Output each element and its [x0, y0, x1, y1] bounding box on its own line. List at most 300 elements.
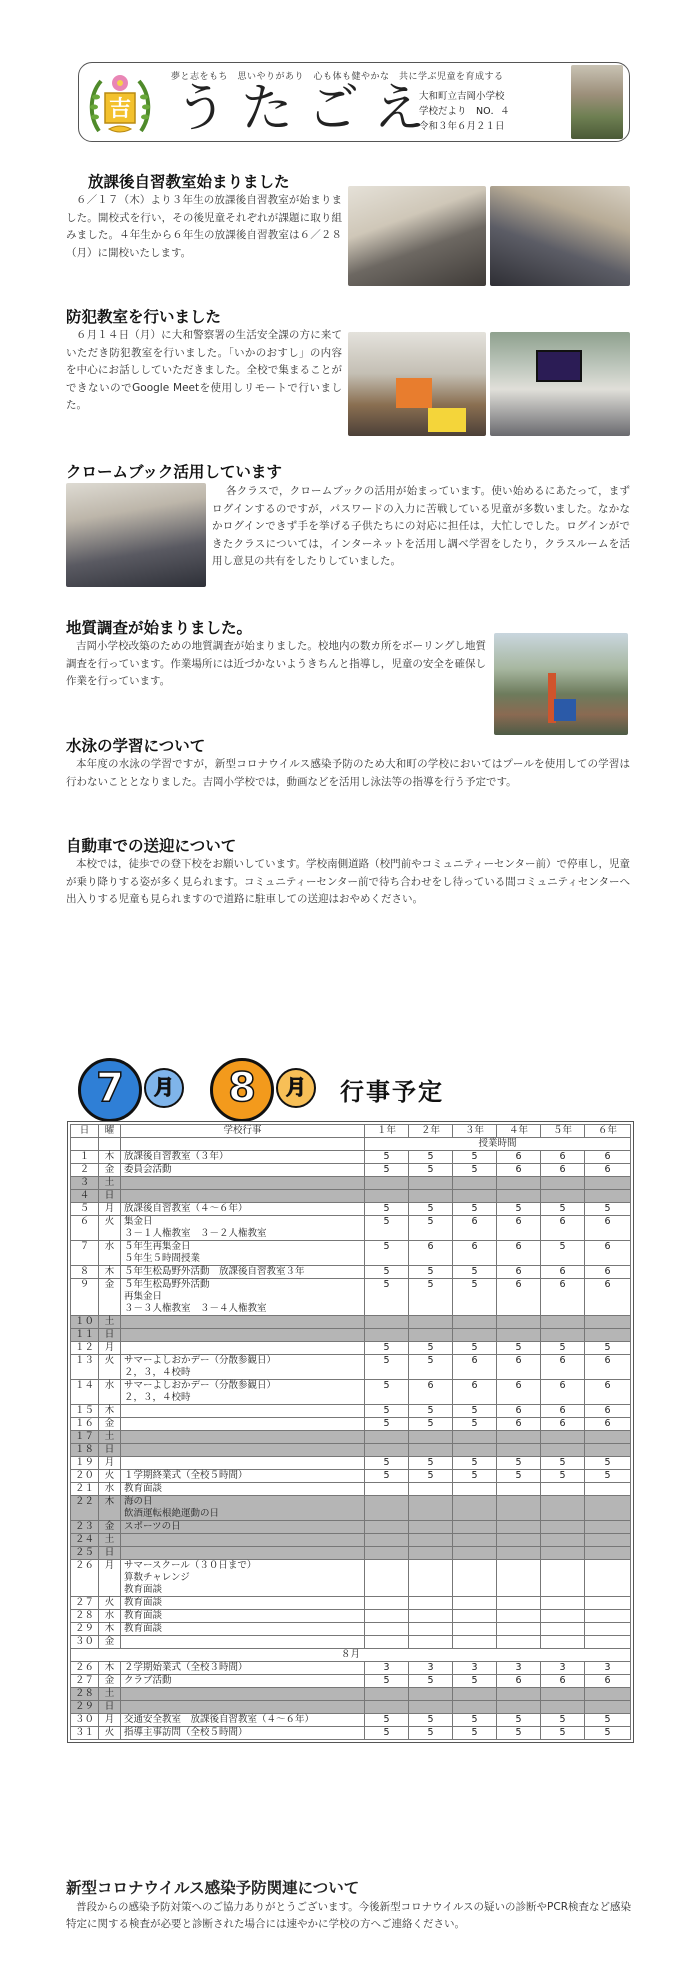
hours-cell: [453, 1431, 497, 1444]
table-row: [71, 1496, 631, 1521]
event-cell: クラブ活動: [121, 1675, 365, 1688]
hours-cell: 6: [497, 1151, 541, 1164]
hours-cell: [541, 1610, 585, 1623]
day-cell: ２０: [71, 1470, 99, 1483]
hours-cell: [497, 1190, 541, 1203]
hours-cell: 5: [497, 1470, 541, 1483]
hours-cell: [365, 1177, 409, 1190]
hours-cell: 6: [497, 1418, 541, 1431]
hours-cell: 5: [409, 1675, 453, 1688]
newsletter-title: うたごえ: [175, 79, 440, 139]
weekday-cell: 土: [99, 1431, 121, 1444]
article-body: ６月１４日（月）に大和警察署の生活安全課の方に来ていただき防犯教室を行いました。「いかのおすし」の内容を中心にお話ししていただきました。全校で集まることができないのでGoogle Meetを使用しリモートで行いました。: [66, 329, 342, 411]
hours-cell: 6: [541, 1266, 585, 1279]
hours-cell: 6: [497, 1279, 541, 1316]
day-cell: ２９: [71, 1701, 99, 1714]
photo-police-lesson: [348, 332, 486, 436]
table-row: [71, 1470, 631, 1483]
schedule-table: [70, 1124, 631, 1740]
weekday-cell: 日: [99, 1329, 121, 1342]
photo-remote-classroom: [490, 332, 630, 436]
august-rows: [71, 1662, 631, 1740]
hours-cell: 5: [453, 1203, 497, 1216]
weekday-cell: 月: [99, 1560, 121, 1597]
event-cell: サマーよしおかデー（分散参観日） ２，３，４校時: [121, 1355, 365, 1380]
weekday-cell: 金: [99, 1675, 121, 1688]
hours-cell: [453, 1636, 497, 1649]
hours-cell: 5: [497, 1727, 541, 1740]
event-cell: 指導主事訪問（全校５時間）: [121, 1727, 365, 1740]
hours-cell: 6: [541, 1151, 585, 1164]
hours-cell: [453, 1547, 497, 1560]
hours-cell: 6: [497, 1216, 541, 1241]
hours-cell: [453, 1597, 497, 1610]
hours-cell: 6: [541, 1405, 585, 1418]
hours-cell: [409, 1316, 453, 1329]
hours-cell: [497, 1444, 541, 1457]
hours-cell: [409, 1521, 453, 1534]
hours-cell: [409, 1636, 453, 1649]
day-cell: １６: [71, 1418, 99, 1431]
hours-cell: 6: [409, 1241, 453, 1266]
hours-cell: 5: [541, 1342, 585, 1355]
hours-cell: [409, 1597, 453, 1610]
hours-cell: 5: [453, 1418, 497, 1431]
hours-cell: [541, 1623, 585, 1636]
table-row: [71, 1151, 631, 1164]
hours-cell: 6: [541, 1355, 585, 1380]
hours-cell: 3: [453, 1662, 497, 1675]
table-row: [71, 1444, 631, 1457]
hours-cell: [541, 1701, 585, 1714]
hours-cell: [409, 1610, 453, 1623]
table-row: [71, 1623, 631, 1636]
day-cell: ２３: [71, 1521, 99, 1534]
weekday-cell: 水: [99, 1610, 121, 1623]
schedule-heading: [78, 1058, 498, 1128]
hours-cell: 5: [365, 1727, 409, 1740]
newsletter-number: 学校だより NO．４: [419, 106, 510, 117]
hours-cell: 6: [585, 1266, 631, 1279]
hours-cell: [409, 1547, 453, 1560]
weekday-cell: 火: [99, 1355, 121, 1380]
hours-cell: 3: [409, 1662, 453, 1675]
hours-cell: 5: [409, 1457, 453, 1470]
article-heading: クロームブック活用しています: [66, 463, 282, 481]
weekday-cell: 木: [99, 1496, 121, 1521]
hours-cell: 6: [497, 1675, 541, 1688]
weekday-cell: 日: [99, 1701, 121, 1714]
col-header: 学校行事: [121, 1125, 365, 1138]
hours-cell: [365, 1547, 409, 1560]
table-row: [71, 1241, 631, 1266]
hours-cell: 5: [365, 1470, 409, 1483]
day-cell: ２７: [71, 1597, 99, 1610]
table-row: [71, 1418, 631, 1431]
col-header: ６年: [585, 1125, 631, 1138]
hours-cell: 6: [453, 1355, 497, 1380]
table-row: [71, 1701, 631, 1714]
hours-cell: 6: [497, 1405, 541, 1418]
hours-cell: [585, 1329, 631, 1342]
hours-cell: 5: [409, 1342, 453, 1355]
plant-photo: [571, 65, 623, 139]
event-cell: 海の日 飲酒運転根絶運動の日: [121, 1496, 365, 1521]
hours-cell: [541, 1547, 585, 1560]
day-cell: １９: [71, 1457, 99, 1470]
hours-cell: 5: [453, 1714, 497, 1727]
event-cell: スポーツの日: [121, 1521, 365, 1534]
hours-cell: [453, 1496, 497, 1521]
event-cell: [121, 1329, 365, 1342]
hours-cell: [453, 1534, 497, 1547]
event-cell: [121, 1405, 365, 1418]
hours-cell: [409, 1560, 453, 1597]
hours-cell: 5: [365, 1457, 409, 1470]
day-cell: ２８: [71, 1688, 99, 1701]
hours-cell: [541, 1534, 585, 1547]
hours-cell: [497, 1688, 541, 1701]
hours-cell: 5: [541, 1470, 585, 1483]
day-cell: ２６: [71, 1560, 99, 1597]
hours-cell: [453, 1177, 497, 1190]
article-body: 吉岡小学校改築のための地質調査が始まりました。校地内の数カ所をボーリングし地質調査を行っています。作業場所には近づかないようきちんと指導し，児童の安全を確保し作業を行っています。: [66, 640, 486, 687]
hours-cell: 5: [453, 1457, 497, 1470]
hours-cell: 6: [409, 1380, 453, 1405]
hours-cell: 6: [541, 1216, 585, 1241]
hours-cell: 6: [453, 1380, 497, 1405]
hours-cell: [541, 1190, 585, 1203]
hours-cell: 5: [409, 1279, 453, 1316]
weekday-cell: 金: [99, 1418, 121, 1431]
hours-cell: 5: [409, 1714, 453, 1727]
hours-cell: [453, 1560, 497, 1597]
covid-body: 普段からの感染予防対策へのご協力ありがとうございます。今後新型コロナウイルスの疑いの診断やPCR検査など感染特定に関する検査が必要と診断された場合には速やかに学校の方へご連絡ください。: [66, 1901, 631, 1930]
day-cell: ４: [71, 1190, 99, 1203]
hours-cell: [453, 1483, 497, 1496]
day-cell: １４: [71, 1380, 99, 1405]
hours-cell: 6: [497, 1266, 541, 1279]
hours-cell: [365, 1521, 409, 1534]
hours-cell: 6: [497, 1380, 541, 1405]
hours-cell: 5: [453, 1266, 497, 1279]
day-cell: ９: [71, 1279, 99, 1316]
photo-chromebook: [66, 483, 206, 587]
hours-cell: [497, 1636, 541, 1649]
hours-cell: 5: [365, 1151, 409, 1164]
hours-cell: [409, 1496, 453, 1521]
hours-cell: 5: [365, 1164, 409, 1177]
day-cell: １０: [71, 1316, 99, 1329]
month-separator-row: [71, 1649, 631, 1662]
school-info: [419, 89, 510, 134]
event-cell: サマースクール（３０日まで） 算数チャレンジ 教育面談: [121, 1560, 365, 1597]
weekday-cell: 木: [99, 1405, 121, 1418]
hours-cell: [497, 1316, 541, 1329]
day-cell: ２: [71, 1164, 99, 1177]
table-row: [71, 1521, 631, 1534]
article-heading: 放課後自習教室始まりました: [88, 173, 290, 191]
event-cell: [121, 1688, 365, 1701]
table-row: [71, 1380, 631, 1405]
hours-cell: [541, 1496, 585, 1521]
hours-cell: 5: [585, 1342, 631, 1355]
col-header: ３年: [453, 1125, 497, 1138]
event-cell: ５年生再集金日 ５年生５時間授業: [121, 1241, 365, 1266]
hours-cell: 6: [497, 1241, 541, 1266]
school-name: 大和町立吉岡小学校: [419, 91, 505, 102]
day-cell: ３１: [71, 1727, 99, 1740]
col-header: ４年: [497, 1125, 541, 1138]
hours-cell: [585, 1534, 631, 1547]
hours-cell: 5: [585, 1457, 631, 1470]
weekday-cell: 月: [99, 1457, 121, 1470]
hours-cell: [409, 1688, 453, 1701]
hours-cell: [497, 1431, 541, 1444]
hours-cell: 5: [365, 1266, 409, 1279]
table-row: [71, 1177, 631, 1190]
weekday-cell: 月: [99, 1714, 121, 1727]
event-cell: サマーよしおかデー（分散参観日） ２，３，４校時: [121, 1380, 365, 1405]
hours-cell: [541, 1597, 585, 1610]
hours-cell: 5: [453, 1405, 497, 1418]
hours-cell: 3: [497, 1662, 541, 1675]
event-cell: ５年生松島野外活動 再集金日 ３－３人権教室 ３－４人権教室: [121, 1279, 365, 1316]
table-row: [71, 1431, 631, 1444]
hours-cell: [585, 1496, 631, 1521]
weekday-cell: 火: [99, 1597, 121, 1610]
hours-cell: [585, 1688, 631, 1701]
day-cell: １８: [71, 1444, 99, 1457]
table-row: [71, 1610, 631, 1623]
table-row: [71, 1636, 631, 1649]
hours-cell: 5: [409, 1216, 453, 1241]
day-cell: ２９: [71, 1623, 99, 1636]
hours-cell: [497, 1623, 541, 1636]
weekday-cell: 金: [99, 1521, 121, 1534]
hours-cell: 3: [585, 1662, 631, 1675]
hours-cell: [409, 1177, 453, 1190]
event-cell: ５年生松島野外活動 放課後自習教室３年: [121, 1266, 365, 1279]
hours-cell: 5: [453, 1342, 497, 1355]
hours-cell: 5: [453, 1675, 497, 1688]
event-cell: [121, 1547, 365, 1560]
day-cell: ２４: [71, 1534, 99, 1547]
hours-cell: 6: [497, 1355, 541, 1380]
hours-cell: [541, 1431, 585, 1444]
hours-cell: [453, 1701, 497, 1714]
school-motto: 夢と志をもち 思いやりがあり 心も体も健やかな 共に学ぶ児童を育成する: [171, 72, 504, 82]
table-row: [71, 1342, 631, 1355]
day-cell: ２６: [71, 1662, 99, 1675]
event-cell: 委員会活動: [121, 1164, 365, 1177]
weekday-cell: 水: [99, 1241, 121, 1266]
day-cell: ２１: [71, 1483, 99, 1496]
masthead: [78, 62, 630, 142]
hours-cell: [365, 1610, 409, 1623]
hours-cell: 5: [409, 1151, 453, 1164]
day-cell: ８: [71, 1266, 99, 1279]
day-cell: １２: [71, 1342, 99, 1355]
hours-cell: 5: [365, 1203, 409, 1216]
hours-cell: [585, 1623, 631, 1636]
hours-cell: [365, 1623, 409, 1636]
hours-cell: 5: [585, 1203, 631, 1216]
hours-cell: 5: [585, 1714, 631, 1727]
event-cell: [121, 1444, 365, 1457]
table-row: [71, 1457, 631, 1470]
month-8-badge: 8: [210, 1058, 274, 1122]
hours-subheader: 授業時間: [365, 1138, 631, 1151]
hours-cell: [585, 1483, 631, 1496]
weekday-cell: 木: [99, 1266, 121, 1279]
table-row: [71, 1597, 631, 1610]
school-emblem: [87, 69, 153, 137]
hours-cell: 5: [453, 1470, 497, 1483]
hours-cell: 6: [541, 1675, 585, 1688]
table-row: [71, 1203, 631, 1216]
table-subheader-row: [71, 1138, 631, 1151]
hours-cell: [497, 1177, 541, 1190]
article-body: 各クラスで，クロームブックの活用が始まっています。使い始めるにあたって，まずログインするのですが，パスワードの入力に苦戦している児童が多数いました。なかなかログインできず手を挙げる子供たちにの対応に担任は，大忙しでした。ログインができたクラスについては，インターネットを活用し調べ学習をしたり，クラスルームを活用し意見の共有をしたりしていました。: [212, 485, 630, 567]
hours-cell: 5: [365, 1418, 409, 1431]
hours-cell: 6: [585, 1216, 631, 1241]
event-cell: 教育面談: [121, 1597, 365, 1610]
weekday-cell: 土: [99, 1534, 121, 1547]
event-cell: 集金日 ３－１人権教室 ３－２人権教室: [121, 1216, 365, 1241]
table-row: [71, 1483, 631, 1496]
hours-cell: [409, 1483, 453, 1496]
hours-cell: 6: [585, 1151, 631, 1164]
hours-cell: [497, 1521, 541, 1534]
event-cell: [121, 1418, 365, 1431]
hours-cell: [453, 1444, 497, 1457]
article-heading: 地質調査が始まりました。: [66, 619, 253, 637]
hours-cell: 6: [585, 1279, 631, 1316]
day-cell: ２５: [71, 1547, 99, 1560]
hours-cell: [541, 1560, 585, 1597]
hours-cell: [585, 1316, 631, 1329]
hours-cell: 5: [409, 1164, 453, 1177]
hours-cell: 5: [585, 1470, 631, 1483]
hours-cell: [541, 1444, 585, 1457]
hours-cell: 5: [365, 1355, 409, 1380]
weekday-cell: 日: [99, 1190, 121, 1203]
hours-cell: [497, 1610, 541, 1623]
event-cell: [121, 1177, 365, 1190]
hours-cell: [497, 1597, 541, 1610]
table-row: [71, 1164, 631, 1177]
hours-cell: 5: [409, 1727, 453, 1740]
weekday-cell: 土: [99, 1177, 121, 1190]
hours-cell: [497, 1547, 541, 1560]
hours-cell: 5: [365, 1714, 409, 1727]
event-cell: ２学期始業式（全校３時間）: [121, 1662, 365, 1675]
hours-cell: [585, 1521, 631, 1534]
hours-cell: [453, 1190, 497, 1203]
hours-cell: 5: [541, 1727, 585, 1740]
article-heading: 自動車での送迎について: [66, 837, 237, 855]
hours-cell: 5: [541, 1714, 585, 1727]
hours-cell: [497, 1483, 541, 1496]
hours-cell: [585, 1431, 631, 1444]
weekday-cell: 月: [99, 1342, 121, 1355]
svg-text:吉: 吉: [108, 96, 132, 122]
event-cell: [121, 1701, 365, 1714]
weekday-cell: 木: [99, 1623, 121, 1636]
col-header: 日: [71, 1125, 99, 1138]
weekday-cell: 月: [99, 1203, 121, 1216]
weekday-cell: 火: [99, 1216, 121, 1241]
day-cell: ２７: [71, 1675, 99, 1688]
hours-cell: 6: [585, 1418, 631, 1431]
hours-cell: 6: [541, 1164, 585, 1177]
hours-cell: [453, 1329, 497, 1342]
table-row: [71, 1688, 631, 1701]
hours-cell: [409, 1329, 453, 1342]
hours-cell: 6: [541, 1279, 585, 1316]
event-cell: [121, 1534, 365, 1547]
hours-cell: [365, 1483, 409, 1496]
day-cell: ２２: [71, 1496, 99, 1521]
weekday-cell: 日: [99, 1444, 121, 1457]
event-cell: 放課後自習教室（４～６年）: [121, 1203, 365, 1216]
weekday-cell: 火: [99, 1727, 121, 1740]
hours-cell: 6: [453, 1216, 497, 1241]
table-row: [71, 1560, 631, 1597]
hours-cell: [365, 1444, 409, 1457]
table-row: [71, 1662, 631, 1675]
table-header-row: [71, 1125, 631, 1138]
hours-cell: [585, 1560, 631, 1597]
event-cell: 教育面談: [121, 1610, 365, 1623]
hours-cell: 5: [365, 1675, 409, 1688]
event-cell: 交通安全教室 放課後自習教室（４～６年）: [121, 1714, 365, 1727]
hours-cell: [541, 1688, 585, 1701]
hours-cell: 5: [453, 1279, 497, 1316]
event-cell: 教育面談: [121, 1483, 365, 1496]
article-body: 本年度の水泳の学習ですが，新型コロナウイルス感染予防のため大和町の学校においてはプールを使用しての学習は行わないこととなりました。吉岡小学校では，動画などを活用し泳法等の指導を行う予定です。: [66, 758, 630, 788]
hours-cell: 6: [585, 1405, 631, 1418]
hours-cell: [365, 1316, 409, 1329]
hours-cell: [409, 1190, 453, 1203]
hours-cell: [453, 1688, 497, 1701]
hours-cell: 5: [365, 1380, 409, 1405]
weekday-cell: 金: [99, 1279, 121, 1316]
col-header: ２年: [409, 1125, 453, 1138]
hours-cell: [585, 1190, 631, 1203]
weekday-cell: 金: [99, 1164, 121, 1177]
table-row: [71, 1316, 631, 1329]
hours-cell: 5: [585, 1727, 631, 1740]
hours-cell: 6: [541, 1418, 585, 1431]
hours-cell: [365, 1431, 409, 1444]
event-cell: １学期終業式（全校５時間）: [121, 1470, 365, 1483]
hours-cell: 6: [497, 1164, 541, 1177]
hours-cell: [585, 1177, 631, 1190]
col-header: ５年: [541, 1125, 585, 1138]
july-rows: [71, 1151, 631, 1649]
hours-cell: [541, 1636, 585, 1649]
hours-cell: 5: [541, 1241, 585, 1266]
table-row: [71, 1329, 631, 1342]
hours-cell: [409, 1701, 453, 1714]
hours-cell: 5: [497, 1714, 541, 1727]
issue-date: 令和３年６月２１日: [419, 121, 505, 132]
table-row: [71, 1355, 631, 1380]
hours-cell: 3: [541, 1662, 585, 1675]
hours-cell: 5: [409, 1470, 453, 1483]
